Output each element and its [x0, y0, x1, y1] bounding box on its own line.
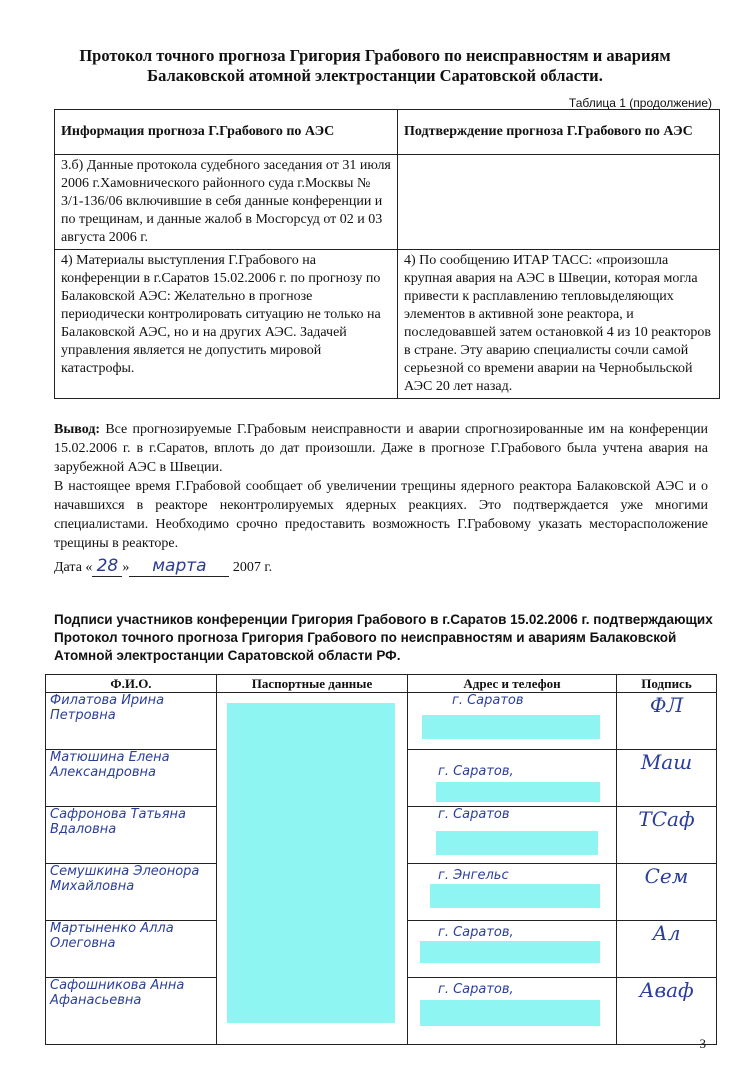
- date-mid: »: [122, 560, 130, 575]
- signature-cell: [617, 693, 717, 750]
- signature-cell: [617, 921, 717, 978]
- participant-name: Филатова Ирина Петровна: [46, 693, 217, 750]
- address-text: г. Энгельс: [438, 868, 509, 883]
- address-text: г. Саратов: [438, 807, 510, 822]
- date-suffix: 2007 г.: [229, 560, 273, 575]
- row1-right-cell: [398, 155, 720, 250]
- participant-name: Семушкина Элеонора Михайловна: [46, 864, 217, 921]
- address-cell: [408, 921, 617, 978]
- table-header-row: [55, 110, 720, 155]
- signature-cell: [617, 750, 717, 807]
- document-title: Протокол точного прогноза Григория Грабового по неисправностям и авариям Балаковской атомной электростанции Саратовской области.: [79, 46, 671, 85]
- address-redaction: [420, 1000, 600, 1026]
- signatures-heading: Подписи участников конференции Григория Грабового в г.Саратов 15.02.2006 г. подтверждающих Протокол точного прогноза Григория Грабового по неисправностям и авариям Балаковской Атомной электростанции Саратовской области РФ.: [54, 612, 713, 663]
- col1-header: Информация прогноза Г.Грабового по АЭС: [55, 110, 398, 155]
- address-cell: [408, 864, 617, 921]
- row2-left-cell: 4) Материалы выступления Г.Грабового на конференции в г.Саратов 15.02.2006 г. по прогнозу по Балаковской АЭС: Желательно в прогнозе периодически контролировать ситуацию не только на Балаковской АЭС, но и на других АЭС. Задачей управления является не допустить мировой катастрофы.: [55, 250, 398, 399]
- table-row: [55, 155, 720, 250]
- conclusion-paragraph-2: В настоящее время Г.Грабовой сообщает об увеличении трещины ядерного реактора Балаковской АЭС и о начавшихся в реакторе неконтролируемых ядерных реакциях. Это подтверждается уже многими специалистами. Необходимо срочно предоставить возможность Г.Грабовому указать месторасположение трещины в реакторе.: [54, 479, 708, 551]
- table-note: Таблица 1 (продолжение): [568, 96, 712, 110]
- table-row: [46, 693, 717, 750]
- address-text: г. Саратов,: [438, 764, 514, 779]
- signature-mark: Сем: [644, 864, 689, 888]
- signature-mark: Аваф: [639, 978, 694, 1002]
- row2-right-cell: 4) По сообщению ИТАР ТАСС: «произошла крупная авария на АЭС в Швеции, которая могла привести к расплавлению тепловыделяющих элементов в активной зоне реактора, и последовавшей затем остановкой 4 из 10 реакторов в стране. Эту аварию специалисты сочли самой серьезной со времени аварии на Чернобыльской АЭС 20 лет назад.: [398, 250, 720, 399]
- signature-mark: ТСаф: [638, 807, 695, 831]
- date-line: [54, 556, 272, 577]
- signatures-table: [45, 674, 717, 1045]
- sig-header-row: [46, 675, 717, 693]
- passport-redaction: [227, 703, 395, 1023]
- forecast-table: [54, 109, 720, 399]
- sig-header-address: Адрес и телефон: [408, 675, 617, 693]
- table-row: [55, 250, 720, 399]
- participant-name: Матюшина Елена Александровна: [46, 750, 217, 807]
- address-redaction: [420, 941, 600, 963]
- conclusion-paragraph-1: [54, 420, 708, 477]
- sig-header-name: Ф.И.О.: [46, 675, 217, 693]
- address-cell: [408, 750, 617, 807]
- participant-name: Сафронова Татьяна Вдаловна: [46, 807, 217, 864]
- page-number: 3: [699, 1036, 706, 1051]
- conclusion-block: [54, 420, 708, 553]
- address-redaction: [436, 831, 598, 855]
- address-redaction: [436, 782, 600, 802]
- participant-name: Сафошникова Анна Афанасьевна: [46, 978, 217, 1045]
- sig-header-passport: Паспортные данные: [217, 675, 408, 693]
- signature-mark: Маш: [640, 750, 693, 774]
- address-cell: [408, 693, 617, 750]
- date-day: 28: [92, 556, 122, 577]
- participant-name: Мартыненко Алла Олеговна: [46, 921, 217, 978]
- signature-cell: [617, 978, 717, 1045]
- address-text: г. Саратов,: [438, 982, 514, 997]
- date-month: марта: [129, 556, 229, 577]
- address-redaction: [422, 715, 600, 739]
- date-prefix: Дата «: [54, 560, 93, 575]
- address-redaction: [430, 884, 600, 908]
- address-cell: [408, 978, 617, 1045]
- signature-mark: ФЛ: [649, 693, 684, 717]
- conclusion-label: Вывод:: [54, 422, 101, 437]
- row1-left-cell: 3.б) Данные протокола судебного заседания от 31 июля 2006 г.Хамовнического районного суда г.Москвы № 3/1-136/06 включившие в себя данные конференции и по трещинам, и данные жалоб в Мосгорсуд от 02 и 03 августа 2006 г.: [55, 155, 398, 250]
- address-text: г. Саратов,: [438, 925, 514, 940]
- sig-header-signature: Подпись: [617, 675, 717, 693]
- address-text: г. Саратов: [452, 693, 524, 708]
- passport-column-redacted: [217, 693, 408, 1045]
- signature-cell: [617, 807, 717, 864]
- conclusion-text-1: Все прогнозируемые Г.Грабовым неисправности и аварии спрогнозированные им на конференции 15.02.2006 г. в г.Саратов, вплоть до дат произошли. Даже в прогнозе Г.Грабового была учтена авария на зарубежной АЭС в Швеции.: [54, 422, 708, 475]
- signature-cell: [617, 864, 717, 921]
- address-cell: [408, 807, 617, 864]
- col2-header: Подтверждение прогноза Г.Грабового по АЭС: [398, 110, 720, 155]
- signature-mark: Ал: [652, 921, 681, 945]
